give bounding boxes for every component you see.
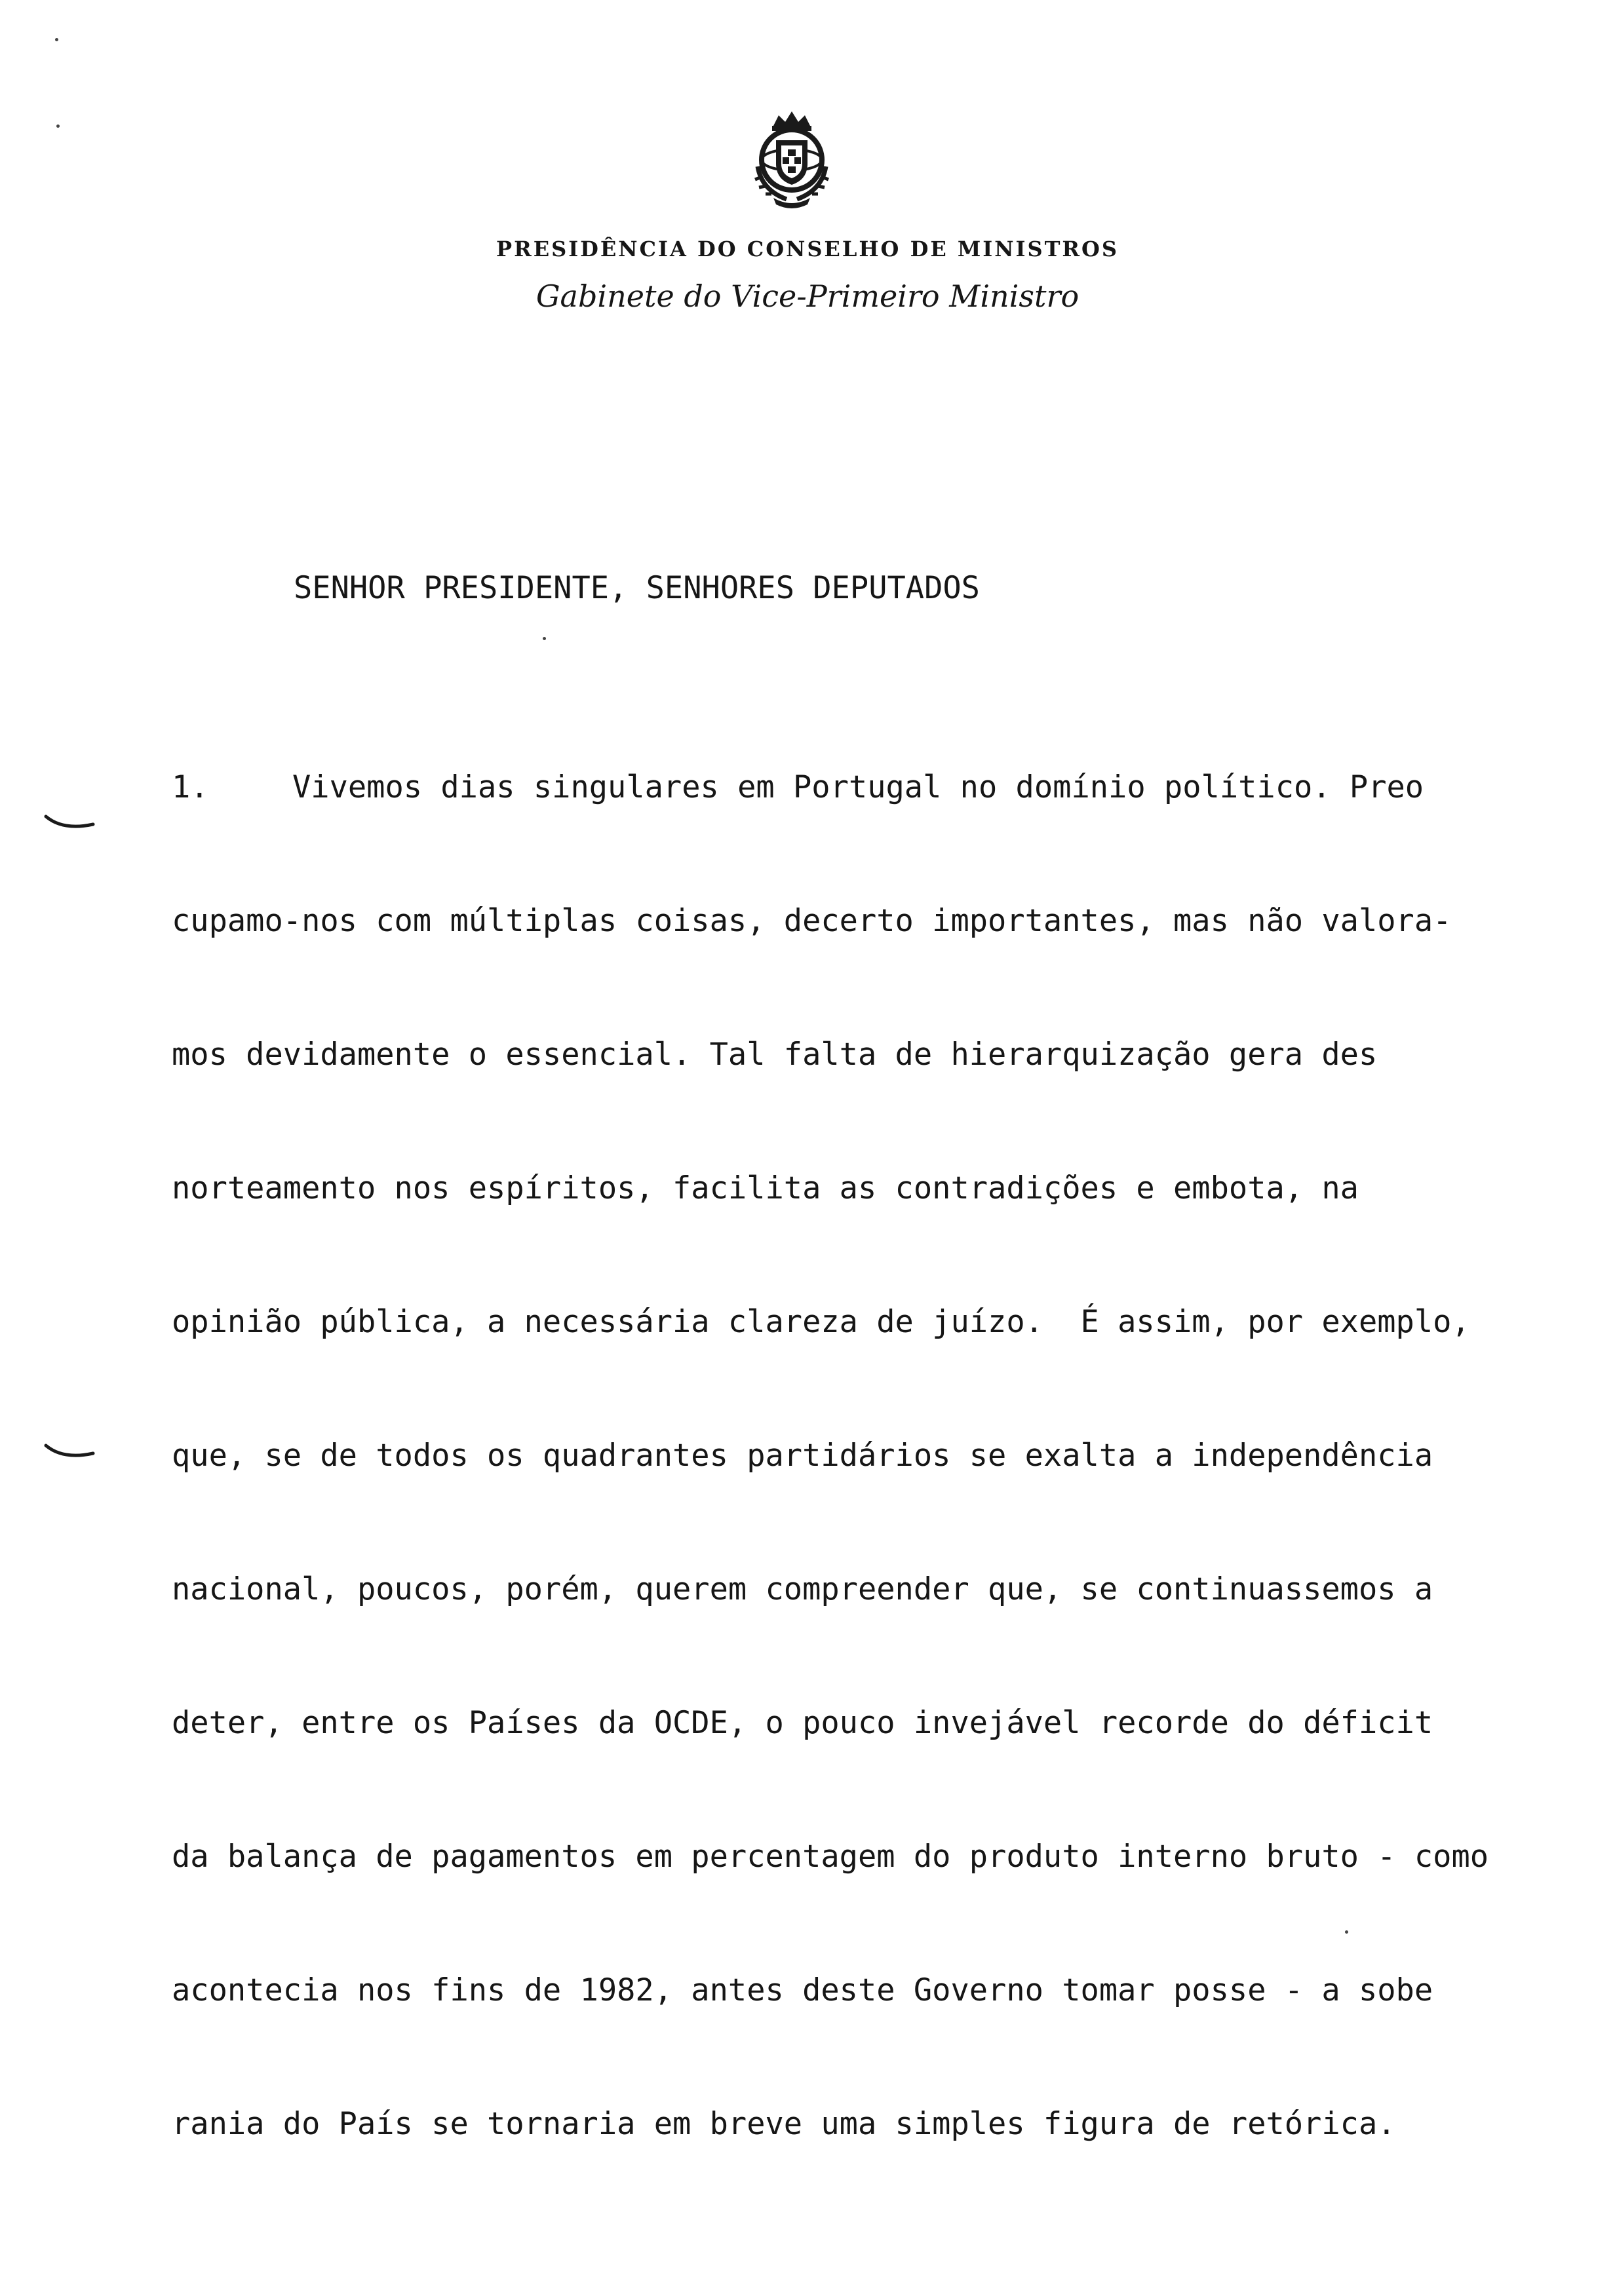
coat-of-arms-icon bbox=[739, 106, 844, 211]
paragraph-line: acontecia nos fins de 1982, antes deste Governo tomar posse - a sobe bbox=[172, 1972, 1433, 2008]
scan-speck bbox=[56, 124, 60, 128]
letterhead-organization: PRESIDÊNCIA DO CONSELHO DE MINISTROS bbox=[496, 237, 1119, 261]
paragraph-line: da balança de pagamentos em percentagem do produto interno bruto - como bbox=[172, 1839, 1489, 1875]
paragraph-line: opinião pública, a necessária clareza de juízo. É assim, por exemplo, bbox=[172, 1304, 1470, 1340]
paragraph-line: nacional, poucos, porém, querem compreender que, se continuassemos a bbox=[172, 1571, 1433, 1607]
paragraph-line: que, se de todos os quadrantes partidários se exalta a independência bbox=[172, 1438, 1433, 1474]
paragraph-number: 1. bbox=[172, 769, 209, 805]
margin-mark-icon bbox=[43, 813, 96, 832]
paragraph-line: cupamo-nos com múltiplas coisas, decerto importantes, mas não valora- bbox=[172, 903, 1452, 939]
paragraph-line: rania do País se tornaria em breve uma simples figura de retórica. bbox=[172, 2106, 1396, 2142]
paragraph-line: deter, entre os Países da OCDE, o pouco invejável recorde do déficit bbox=[172, 1705, 1433, 1741]
paragraph-line: norteamento nos espíritos, facilita as contradições e embota, na bbox=[172, 1170, 1359, 1206]
paragraph-line: Vivemos dias singulares em Portugal no domínio político. Preo bbox=[292, 769, 1424, 805]
margin-mark-icon bbox=[43, 1442, 96, 1461]
salutation: SENHOR PRESIDENTE, SENHORES DEPUTADOS bbox=[294, 570, 980, 606]
scan-speck bbox=[55, 38, 58, 41]
paragraph-line: mos devidamente o essencial. Tal falta de hierarquização gera des bbox=[172, 1037, 1378, 1073]
scan-speck bbox=[1345, 1930, 1348, 1934]
scan-speck bbox=[543, 637, 546, 640]
letterhead-office: Gabinete do Vice-Primeiro Ministro bbox=[535, 278, 1080, 314]
